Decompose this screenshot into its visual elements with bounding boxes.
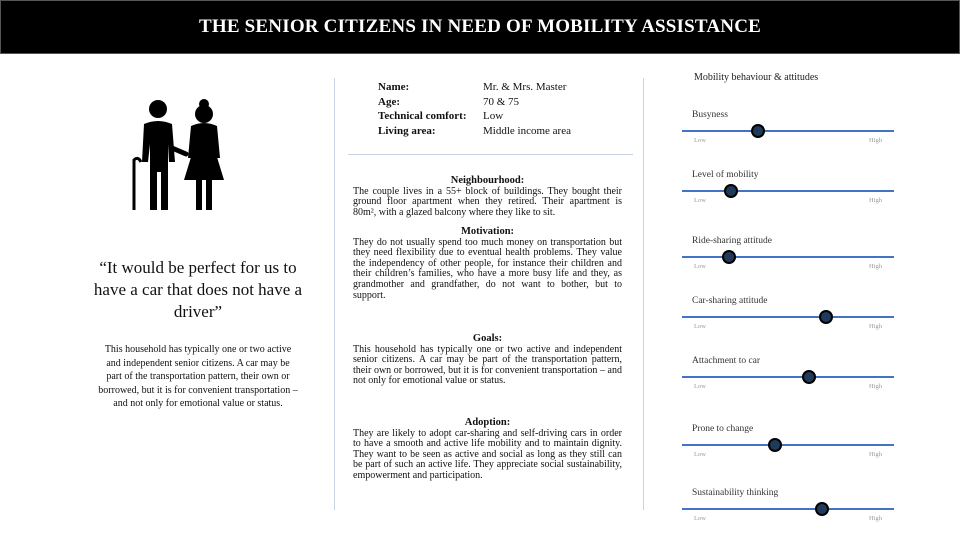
slider-prone-to-change bbox=[682, 424, 894, 464]
slider-track bbox=[682, 256, 894, 258]
slider-knob bbox=[802, 370, 816, 384]
column-divider-right bbox=[643, 78, 644, 510]
slider-knob bbox=[768, 438, 782, 452]
profile-row bbox=[378, 109, 571, 124]
section-title: Goals: bbox=[472, 333, 503, 344]
section-text: They do not usually spend too much money on transportation but they need flexibility due to eventual health problems. They value the independency of other people, for instance their children and their children’s families, who have a more busy life and they, as grandmother and grandfather, do not want to bother, but to support. bbox=[353, 236, 622, 301]
section-text: They are likely to adopt car-sharing and self-driving cars in order to have a smooth and active life mobility and to maintain dignity. They want to be seen as active and social as long as they still can be part of such an active life. They appreciate social sustainability, empowerment and participation. bbox=[353, 427, 622, 481]
slider-low-label: Low bbox=[694, 323, 706, 330]
slider-knob bbox=[815, 502, 829, 516]
slider-busyness bbox=[682, 110, 894, 150]
section-text: This household has typically one or two active and independent senior citizens. A car may be part of the transportation pattern, their own or borrowed, but it is for convenient transportation – and not only for emotional value or status. bbox=[353, 343, 622, 387]
slider-high-label: High bbox=[869, 515, 882, 522]
slider-label: Busyness bbox=[692, 110, 728, 120]
slider-high-label: High bbox=[869, 451, 882, 458]
section-title: Adoption: bbox=[464, 417, 511, 428]
slider-label: Car-sharing attitude bbox=[692, 296, 768, 306]
profile-value: Mr. & Mrs. Master bbox=[483, 81, 567, 93]
section-title: Motivation: bbox=[460, 226, 515, 237]
persona-summary: This household has typically one or two active and independent senior citizens. A car may be part of the transportation pattern, their own or borrowed, but it is for convenient transportation – and not only for emotional value or status. bbox=[98, 344, 298, 410]
slider-low-label: Low bbox=[694, 515, 706, 522]
slider-track bbox=[682, 508, 894, 510]
section-motivation bbox=[353, 227, 622, 301]
profile-key: Name: bbox=[378, 81, 410, 93]
slider-high-label: High bbox=[869, 197, 882, 204]
profile-row bbox=[378, 124, 571, 139]
profile-separator bbox=[348, 154, 633, 155]
slider-label: Attachment to car bbox=[692, 356, 761, 366]
slider-high-label: High bbox=[869, 137, 882, 144]
slider-track bbox=[682, 316, 894, 318]
slider-label: Level of mobility bbox=[692, 170, 759, 180]
slider-track bbox=[682, 190, 894, 192]
slider-high-label: High bbox=[869, 323, 882, 330]
slider-label: Ride-sharing attitude bbox=[692, 236, 772, 246]
section-goals bbox=[353, 334, 622, 387]
profile-row bbox=[378, 95, 571, 110]
slider-low-label: Low bbox=[694, 197, 706, 204]
profile-value: Middle income area bbox=[483, 124, 571, 137]
slider-label: Prone to change bbox=[692, 424, 754, 434]
slider-track bbox=[682, 130, 894, 132]
profile-details bbox=[378, 80, 571, 138]
slider-track bbox=[682, 444, 894, 446]
slider-low-label: Low bbox=[694, 263, 706, 270]
slider-level-of-mobility bbox=[682, 170, 894, 210]
slider-low-label: Low bbox=[694, 451, 706, 458]
title-banner bbox=[0, 0, 960, 54]
profile-key: Living area: bbox=[378, 124, 436, 137]
mobility-title: Mobility behaviour & attitudes bbox=[694, 72, 819, 83]
slider-low-label: Low bbox=[694, 383, 706, 390]
slider-knob bbox=[722, 250, 736, 264]
profile-key: Age: bbox=[378, 95, 400, 108]
slider-low-label: Low bbox=[694, 137, 706, 144]
section-adoption bbox=[353, 418, 622, 482]
profile-row bbox=[378, 80, 571, 95]
slider-knob bbox=[751, 124, 765, 138]
profile-key: Technical comfort: bbox=[378, 110, 467, 123]
slider-sustainability-thinking bbox=[682, 488, 894, 528]
slider-knob bbox=[819, 310, 833, 324]
slider-track bbox=[682, 376, 894, 378]
slider-label: Sustainability thinking bbox=[692, 488, 779, 498]
section-title: Neighbourhood: bbox=[450, 175, 525, 186]
section-text: The couple lives in a 55+ block of buildings. They bought their ground floor apartment when they retired. Their apartment is 80m², with a glazed balcony where they like to sit. bbox=[353, 185, 622, 218]
slider-knob bbox=[724, 184, 738, 198]
slider-ride-sharing bbox=[682, 236, 894, 276]
page-title: THE SENIOR CITIZENS IN NEED OF MOBILITY ASSISTANCE bbox=[198, 16, 762, 37]
profile-value: 70 & 75 bbox=[483, 95, 520, 108]
elderly-couple-icon bbox=[128, 98, 238, 214]
persona-quote: “It would be perfect for us to have a car that does not have a driver” bbox=[93, 258, 303, 321]
slider-high-label: High bbox=[869, 383, 882, 390]
slider-high-label: High bbox=[869, 263, 882, 270]
column-divider-left bbox=[334, 78, 335, 510]
slider-attachment-to-car bbox=[682, 356, 894, 396]
profile-value: Low bbox=[483, 110, 504, 123]
slider-car-sharing bbox=[682, 296, 894, 336]
section-neighbourhood bbox=[353, 176, 622, 218]
